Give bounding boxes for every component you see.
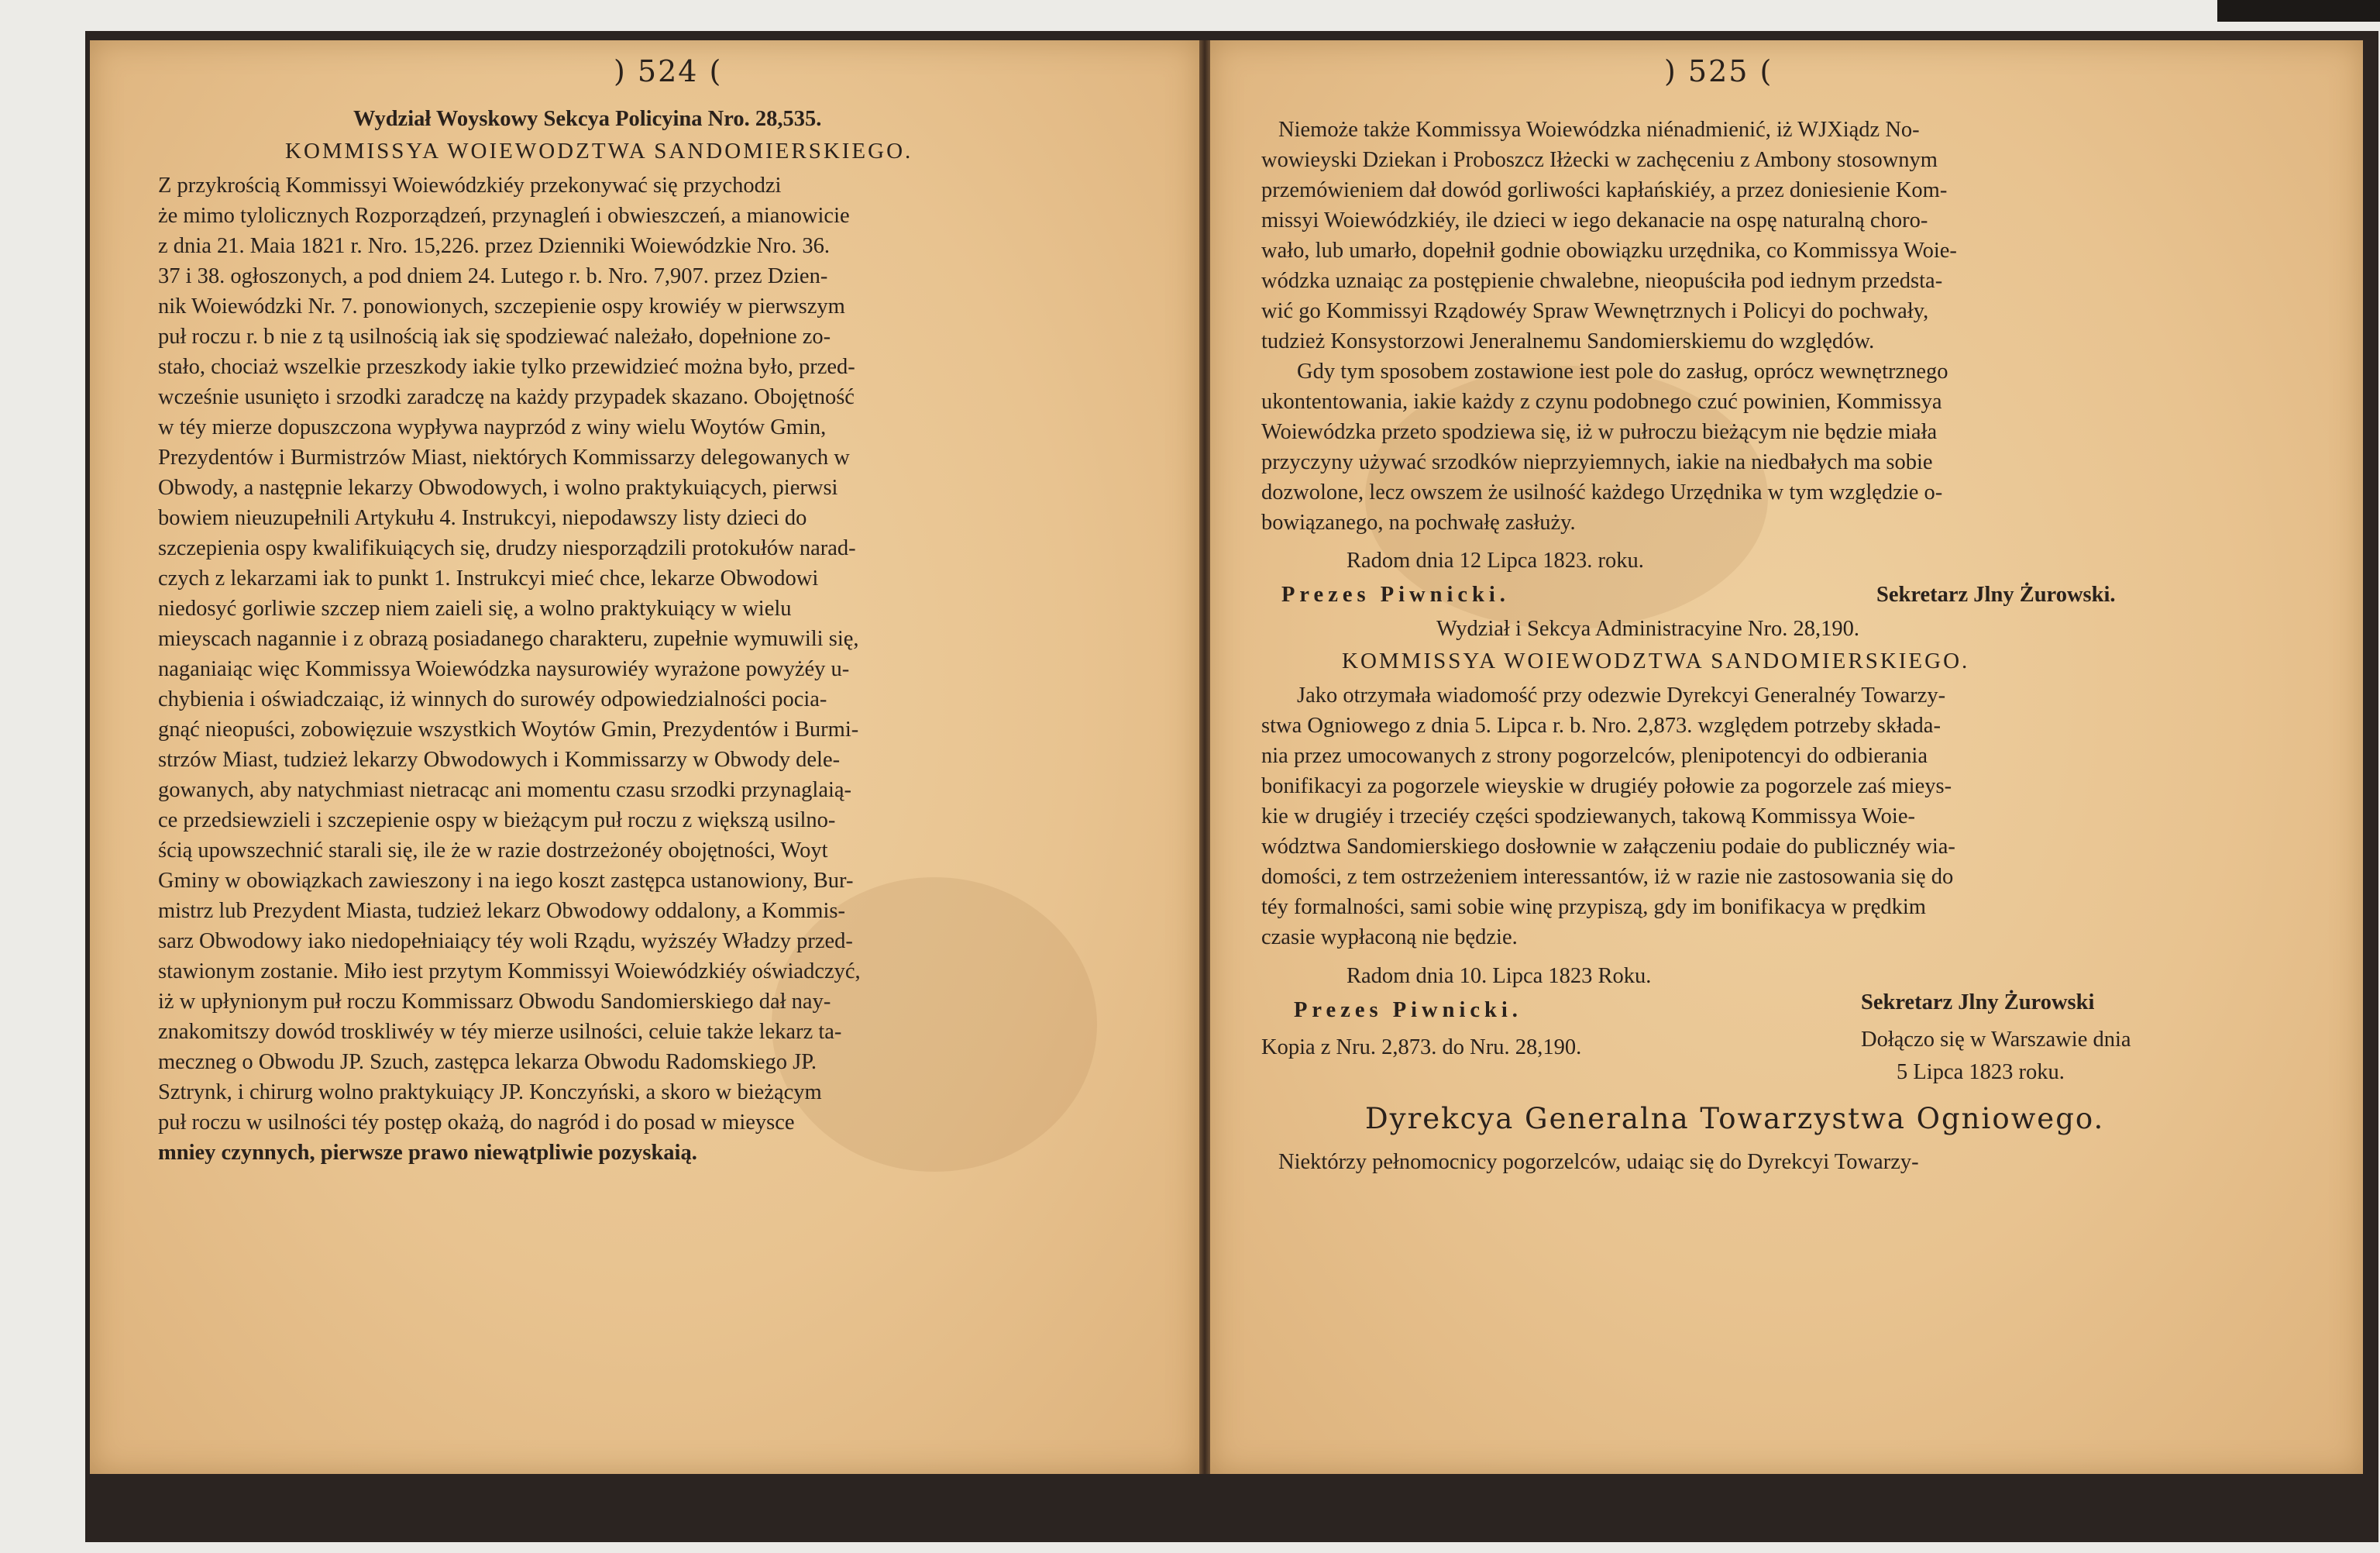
text-line: nik Woiewódzki Nr. 7. ponowionych, szczepienie ospy krowiéy w pierwszym <box>158 294 845 319</box>
text-line: z dnia 21. Maia 1821 r. Nro. 15,226. przez Dzienniki Woiewódzkie Nro. 36. <box>158 234 831 258</box>
text-line: mieyscach nagannie i z obrazą posiadanego charakteru, zupełnie wymuwili się, <box>158 627 859 651</box>
text-line: że mimo tylolicznych Rozporządzeń, przynagleń i obwieszczeń, a mianowicie <box>158 204 850 228</box>
text-line: przyczyny używać srzodków nieprzyiemnych, iakie na niedbałych ma sobie <box>1261 450 1933 474</box>
text-line: bowiązanego, na pochwałę zasłuży. <box>1261 511 1576 535</box>
right-page <box>1210 40 2363 1474</box>
date-line: Radom dnia 10. Lipca 1823 Roku. <box>1346 964 1652 988</box>
president-signature: Prezes Piwnicki. <box>1294 998 1522 1022</box>
left-page-number: ) 524 ( <box>614 54 723 88</box>
text-line: Obwody, a następnie lekarzy Obwodowych, i wolno praktykuiących, pierwsi <box>158 476 838 500</box>
fire-society-title: Dyrekcya Generalna Towarzystwa Ogniowego. <box>1365 1102 2105 1135</box>
left-header-dept: Wydział Woyskowy Sekcya Policyina Nro. 28,535. <box>353 107 822 131</box>
left-header-commission: KOMMISSYA WOIEWODZTWA SANDOMIERSKIEGO. <box>285 139 913 164</box>
secretary-signature: Sekretarz Jlny Żurowski. <box>1876 583 2116 607</box>
book-gutter <box>1199 40 1210 1474</box>
text-line: Gminy w obowiązkach zawieszony i na iego koszt zastępca ustanowiony, Bur- <box>158 869 854 893</box>
text-line: wcześnie usunięto i srzodki zaradczę na każdy przypadek skazano. Obojętność <box>158 385 855 409</box>
text-line: ce przedsiewzieli i szczepienie ospy w bieżącym puł roczu z większą usilno- <box>158 808 836 832</box>
text-line: bonifikacyi za pogorzele wieyskie w drugiéy połowie za pogorzele zaś mieys- <box>1261 774 1952 798</box>
text-line: dozwolone, lecz owszem że usilność każdego Urzędnika w tym względzie o- <box>1261 480 1943 504</box>
attestation-date: 5 Lipca 1823 roku. <box>1897 1060 2065 1084</box>
text-line: 37 i 38. ogłoszonych, a pod dniem 24. Lutego r. b. Nro. 7,907. przez Dzien- <box>158 264 828 288</box>
text-line: wało, lub umarło, dopełnił godnie obowiązku urzędnika, co Kommissya Woie- <box>1261 239 1957 263</box>
text-line: w téy mierze dopuszczona wypływa nayprzód z winy wielu Woytów Gmin, <box>158 415 827 439</box>
right-page-number: ) 525 ( <box>1664 54 1773 88</box>
text-line: stawionym zostanie. Miło iest przytym Kommissyi Woiewódzkiéy oświadczyć, <box>158 959 861 983</box>
text-line: domości, z tem ostrzeżeniem interessantów, iż w razie nie zastosowania się do <box>1261 865 1954 889</box>
text-line: niedosyć gorliwie szczep niem zaieli się, a wolno praktykuiący w wielu <box>158 597 792 621</box>
text-line: tudzież Konsystorzowi Jeneralnemu Sandomierskiemu do względów. <box>1261 329 1875 353</box>
text-line: puł roczu r. b nie z tą usilnością iak się spodziewać należało, dopełnione zo- <box>158 325 831 349</box>
text-line: sarz Obwodowy iako niedopełniaiący téy woli Rządu, wyższéy Władzy przed- <box>158 929 853 953</box>
text-line: gowanych, aby natychmiast nietracąc ani momentu czasu srzodki przynaglaią- <box>158 778 852 802</box>
text-line: wowieyski Dziekan i Proboszcz Iłżecki w zachęceniu z Ambony stosownym <box>1261 148 1938 172</box>
text-line: czych z lekarzami iak to punkt 1. Instrukcyi mieć chce, lekarze Obwodowi <box>158 566 819 591</box>
text-line: missyi Woiewódzkiéy, ile dzieci w iego dekanacie na ospę naturalną choro- <box>1261 208 1928 232</box>
text-line: Jako otrzymała wiadomość przy odezwie Dyrekcyi Generalnéy Towarzy- <box>1297 684 1946 708</box>
text-line: iż w upłynionym puł roczu Kommissarz Obwodu Sandomierskiego dał nay- <box>158 990 831 1014</box>
text-line: czasie wypłaconą nie będzie. <box>1261 925 1518 949</box>
text-line: Gdy tym sposobem zostawione iest pole do zasług, oprócz wewnętrznego <box>1297 360 1948 384</box>
attestation-line: Dołączo się w Warszawie dnia <box>1861 1028 2131 1052</box>
text-line: stwa Ogniowego z dnia 5. Lipca r. b. Nro. 2,873. względem potrzeby składa- <box>1261 714 1941 738</box>
scan-edge <box>2217 0 2380 22</box>
text-line: mniey czynnych, pierwsze prawo niewątpliwie pozyskaią. <box>158 1141 697 1165</box>
president-signature: Prezes Piwnicki. <box>1281 583 1510 607</box>
copy-reference: Kopia z Nru. 2,873. do Nru. 28,190. <box>1261 1035 1582 1059</box>
text-line: meczneg o Obwodu JP. Szuch, zastępca lekarza Obwodu Radomskiego JP. <box>158 1050 817 1074</box>
text-line: Z przykrością Kommissyi Woiewódzkiéy przekonywać się przychodzi <box>158 174 782 198</box>
text-line: wództwa Sandomierskiego dosłownie w załączeniu podaie do publicznéy wia- <box>1261 835 1955 859</box>
text-line: mistrz lub Prezydent Miasta, tudzież lekarz Obwodowy oddalony, a Kommis- <box>158 899 845 923</box>
section-header: Wydział i Sekcya Administracyine Nro. 28,190. <box>1436 617 1859 641</box>
text-line: strzów Miast, tudzież lekarzy Obwodowych i Kommissarzy w Obwody dele- <box>158 748 841 772</box>
text-line: Niemoże także Kommissya Woiewódzka niénadmienić, iż WJXiądz No- <box>1278 118 1920 142</box>
text-line: Prezydentów i Burmistrzów Miast, niektórych Kommissarzy delegowanych w <box>158 446 850 470</box>
secretary-signature: Sekretarz Jlny Żurowski <box>1861 990 2095 1014</box>
text-line: puł roczu w usilności téy postęp okażą, do nagród i do posad w mieysce <box>158 1111 795 1135</box>
text-line: chybienia i oświadczaiąc, iż winnych do surowéy odpowiedzialności pocia- <box>158 687 827 711</box>
left-page <box>90 40 1199 1474</box>
date-line: Radom dnia 12 Lipca 1823. roku. <box>1346 549 1644 573</box>
text-line: przemówieniem dał dowód gorliwości kapłańskiéy, a przez doniesienie Kom- <box>1261 178 1948 202</box>
text-line: téy formalności, sami sobie winę przypiszą, gdy im bonifikacya w prędkim <box>1261 895 1926 919</box>
text-line: bowiem nieuzupełnili Artykułu 4. Instrukcyi, niepodawszy listy dzieci do <box>158 506 807 530</box>
text-line: znakomitszy dowód troskliwéy w téy mierze usilności, celuie także lekarz ta- <box>158 1020 842 1044</box>
text-line: stało, chociaż wszelkie przeszkody iakie tylko przewidzieć można było, przed- <box>158 355 855 379</box>
text-line: Woiewódzka przeto spodziewa się, iż w pułroczu bieżącym nie będzie miała <box>1261 420 1938 444</box>
text-line: Niektórzy pełnomocnicy pogorzelców, udaiąc się do Dyrekcyi Towarzy- <box>1278 1150 1919 1174</box>
text-line: ukontentowania, iakie każdy z czynu podobnego czuć powinien, Kommissya <box>1261 390 1942 414</box>
commission-header: KOMMISSYA WOIEWODZTWA SANDOMIERSKIEGO. <box>1342 649 1970 673</box>
text-line: gnąć nieopuści, zobowięzuie wszystkich Woytów Gmin, Prezydentów i Burmi- <box>158 718 859 742</box>
text-line: naganiaiąc więc Kommissya Woiewódzka naysurowiéy wyrażone powyżéy u- <box>158 657 850 681</box>
text-line: kie w drugiéy i trzeciéy części spodziewanych, takową Kommissya Woie- <box>1261 804 1915 828</box>
text-line: ścią upowszechnić starali się, ile że w razie dostrzeżonéy obojętności, Woyt <box>158 838 828 863</box>
text-line: szczepienia ospy kwalifikuiących się, drudzy niesporządzili protokułów narad- <box>158 536 856 560</box>
text-line: Sztrynk, i chirurg wolno praktykuiący JP. Konczyński, a skoro w bieżącym <box>158 1080 822 1104</box>
text-line: nia przez umocowanych z strony pogorzelców, plenipotencyi do odbierania <box>1261 744 1928 768</box>
text-line: wódzka uznaiąc za postępienie chwalebne, nieopuściła pod iednym przedsta- <box>1261 269 1943 293</box>
text-line: wić go Kommissyi Rządowéy Spraw Wewnętrznych i Policyi do pochwały, <box>1261 299 1929 323</box>
